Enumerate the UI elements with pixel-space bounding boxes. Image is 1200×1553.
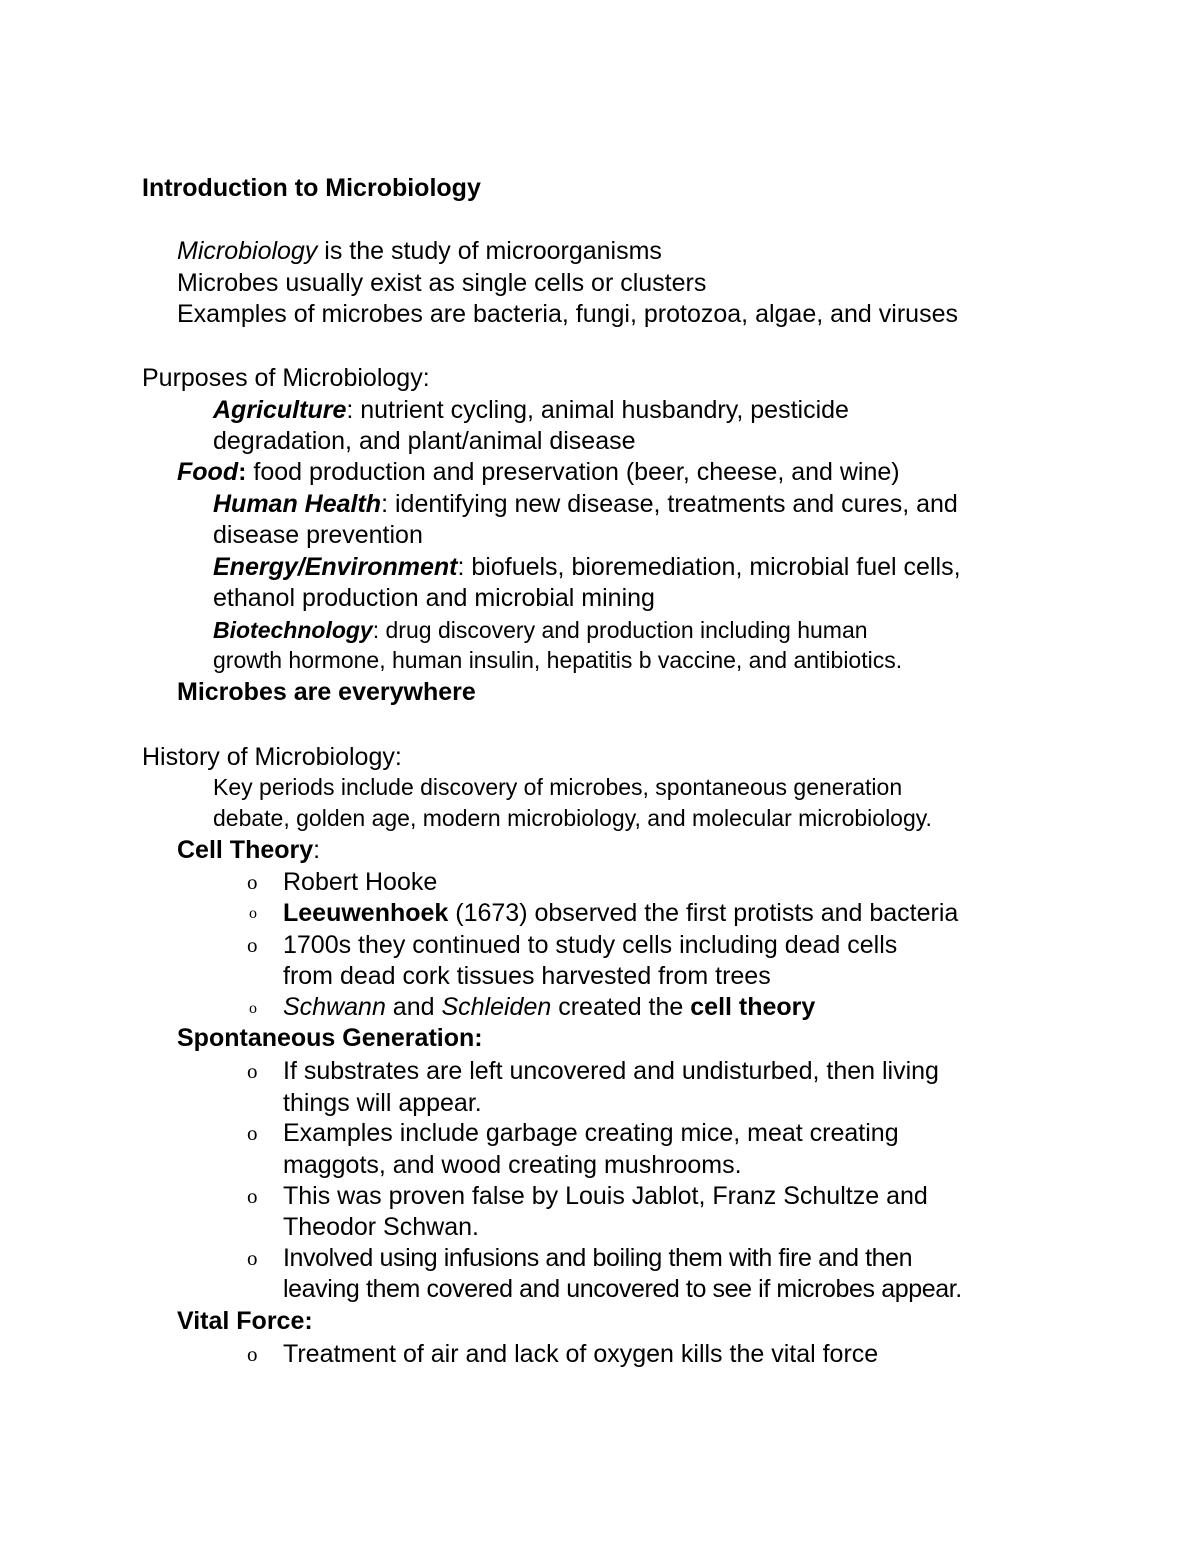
food-text: food production and preservation (beer, cheese, and wine) — [246, 458, 900, 486]
food-term: Food — [177, 458, 239, 486]
spontaneous-item-3: This was proven false by Louis Jablot, Franz Schultze and — [283, 1182, 928, 1210]
bullet-icon: o — [247, 1059, 258, 1083]
bullet-icon: o — [247, 1121, 258, 1145]
cell-theory-term: cell theory — [690, 993, 816, 1021]
bullet-icon: o — [249, 1000, 257, 1017]
title-text: Introduction to Microbiology — [142, 174, 481, 202]
intro-term: Microbiology — [177, 237, 318, 265]
purpose-health-cont: disease prevention — [213, 521, 423, 549]
and-text: and — [385, 993, 442, 1021]
vital-force-item-1: Treatment of air and lack of oxygen kills the vital force — [283, 1340, 879, 1368]
cell-theory-colon: : — [313, 836, 321, 864]
microbes-everywhere: Microbes are everywhere — [177, 678, 476, 706]
vital-force-heading: Vital Force: — [177, 1307, 313, 1335]
spontaneous-heading: Spontaneous Generation: — [177, 1024, 483, 1052]
cell-theory-title: Cell Theory — [177, 836, 314, 864]
leeuwenhoek-name: Leeuwenhoek — [283, 899, 449, 927]
cell-theory-item-3-cont: from dead cork tissues harvested from trees — [283, 962, 771, 990]
intro-line-1 — [177, 235, 662, 267]
agriculture-text: : nutrient cycling, animal husbandry, pesticide — [346, 396, 849, 424]
bullet-icon: o — [247, 1184, 258, 1208]
spontaneous-item-1: If substrates are left uncovered and undisturbed, then living — [283, 1057, 939, 1085]
purpose-energy-cont: ethanol production and microbial mining — [213, 584, 655, 612]
history-periods-line-1: Key periods include discovery of microbes, spontaneous generation — [213, 774, 903, 800]
spontaneous-item-2-cont: maggots, and wood creating mushrooms. — [283, 1151, 742, 1179]
spontaneous-item-4-cont: leaving them covered and uncovered to see if microbes appear. — [283, 1275, 962, 1303]
agriculture-term: Agriculture — [213, 396, 347, 424]
bullet-icon: o — [247, 933, 258, 957]
purpose-energy — [213, 551, 961, 583]
bullet-icon: o — [247, 870, 258, 894]
purpose-biotech — [213, 614, 868, 646]
purpose-biotech-cont: growth hormone, human insulin, hepatitis b vaccine, and antibiotics. — [213, 647, 903, 673]
history-heading: History of Microbiology: — [142, 743, 402, 771]
purpose-food — [177, 456, 900, 488]
energy-text: : biofuels, bioremediation, microbial fuel cells, — [457, 553, 961, 581]
purpose-agriculture-cont: degradation, and plant/animal disease — [213, 427, 636, 455]
created-the-text: created the — [551, 993, 691, 1021]
spontaneous-item-2: Examples include garbage creating mice, meat creating — [283, 1119, 899, 1147]
schleiden-name: Schleiden — [441, 993, 552, 1021]
cell-theory-item-4 — [283, 991, 815, 1023]
bullet-icon: o — [249, 905, 257, 922]
purposes-heading: Purposes of Microbiology: — [142, 364, 430, 392]
purpose-health — [213, 488, 958, 520]
page-title — [142, 172, 481, 204]
cell-theory-item-3: 1700s they continued to study cells including dead cells — [283, 931, 898, 959]
health-term: Human Health — [213, 490, 382, 518]
history-periods-line-2: debate, golden age, modern microbiology, and molecular microbiology. — [213, 805, 932, 831]
intro-line-3: Examples of microbes are bacteria, fungi, protozoa, algae, and viruses — [177, 300, 958, 328]
bullet-icon: o — [247, 1342, 258, 1366]
cell-theory-heading — [177, 834, 320, 866]
bullet-icon: o — [247, 1246, 258, 1270]
schwann-name: Schwann — [283, 993, 386, 1021]
intro-line-2: Microbes usually exist as single cells or clusters — [177, 269, 707, 297]
intro-line-1-text: is the study of microorganisms — [317, 237, 662, 265]
cell-theory-item-2 — [283, 897, 958, 929]
energy-term: Energy/Environment — [213, 553, 458, 581]
spontaneous-item-3-cont: Theodor Schwan. — [283, 1213, 479, 1241]
biotech-text: : drug discovery and production including human — [372, 617, 868, 643]
biotech-term: Biotechnology — [213, 617, 373, 643]
food-colon: : — [238, 458, 247, 486]
spontaneous-item-4: Involved using infusions and boiling them with fire and then — [283, 1244, 913, 1272]
health-text: : identifying new disease, treatments and cures, and — [381, 490, 958, 518]
cell-theory-item-1: Robert Hooke — [283, 868, 438, 896]
spontaneous-item-1-cont: things will appear. — [283, 1089, 482, 1117]
purpose-agriculture — [213, 394, 849, 426]
cell-theory-item-2-text: (1673) observed the first protists and bacteria — [448, 899, 959, 927]
